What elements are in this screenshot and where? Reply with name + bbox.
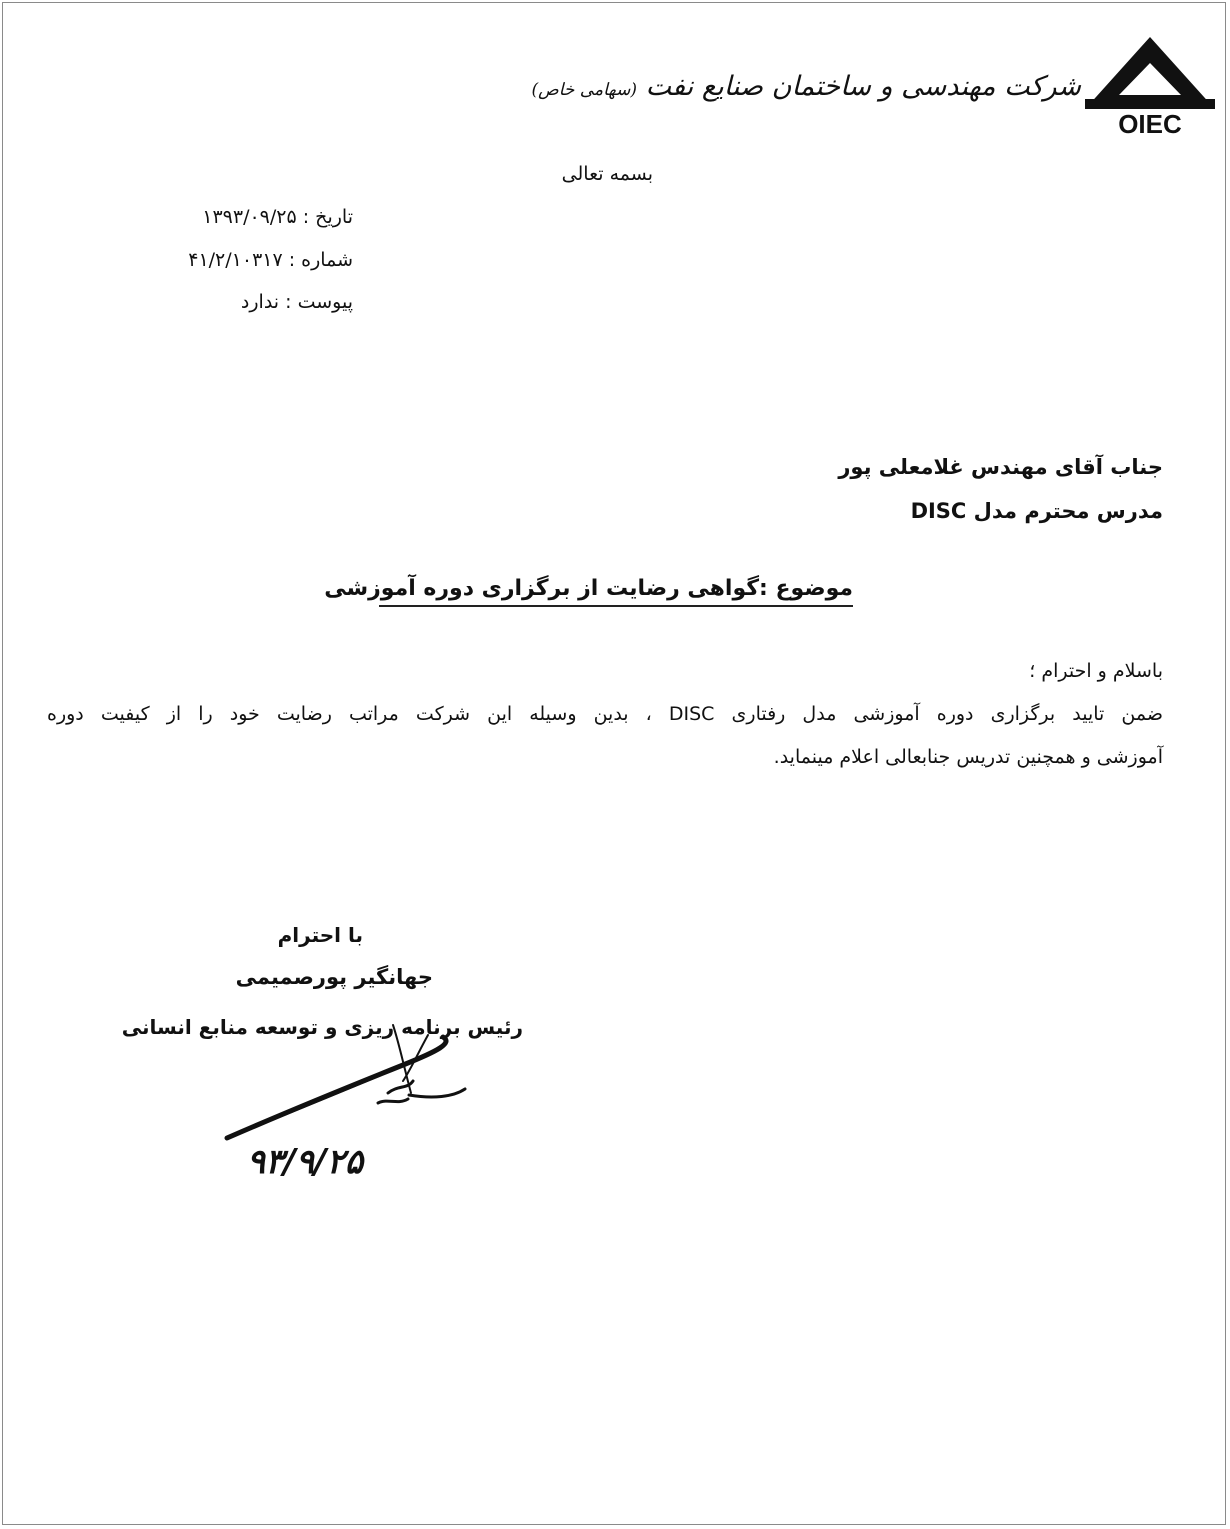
handwritten-signature xyxy=(213,1023,543,1193)
company-name xyxy=(531,71,1081,102)
letter-attachment: پیوست : ندارد xyxy=(240,291,353,313)
body-paragraph-line-2: آموزشی و همچنین تدریس جنابعالی اعلام مینماید. xyxy=(773,746,1163,768)
company-name-suffix: (سهامی خاص) xyxy=(531,80,637,100)
signer-name: جهانگیر پورصمیمی xyxy=(235,965,433,989)
closing-regards: با احترام xyxy=(277,923,363,947)
letter-subject: موضوع :گواهی رضایت از برگزاری دوره آموزشی xyxy=(379,576,853,607)
recipient-name: جناب آقای مهندس غلامعلی پور xyxy=(838,455,1163,479)
company-name-main: شرکت مهندسی و ساختمان صنایع نفت xyxy=(645,71,1081,102)
letter-date: تاریخ : ۱۳۹۳/۰۹/۲۵ xyxy=(202,206,353,228)
greeting: باسلام و احترام ؛ xyxy=(1029,660,1163,682)
letter-number: شماره : ۴۱/۲/۱۰۳۱۷ xyxy=(188,249,353,271)
signature-date: ۹۳/۹/۲۵ xyxy=(246,1142,363,1182)
body-paragraph-line-1: ضمن تایید برگزاری دوره آموزشی مدل رفتاری DISC ، بدین وسیله این شرکت مراتب رضایت خود را از کیفیت دوره xyxy=(47,703,1164,725)
letter-page xyxy=(2,2,1226,1525)
logo-text: OIEC xyxy=(1118,109,1182,139)
recipient-title: مدرس محترم مدل DISC xyxy=(910,499,1163,523)
oiec-logo xyxy=(1085,33,1215,143)
invocation: بسمه تعالی xyxy=(561,163,653,185)
signer-role: رئیس برنامه ریزی و توسعه منابع انسانی xyxy=(121,1015,523,1039)
